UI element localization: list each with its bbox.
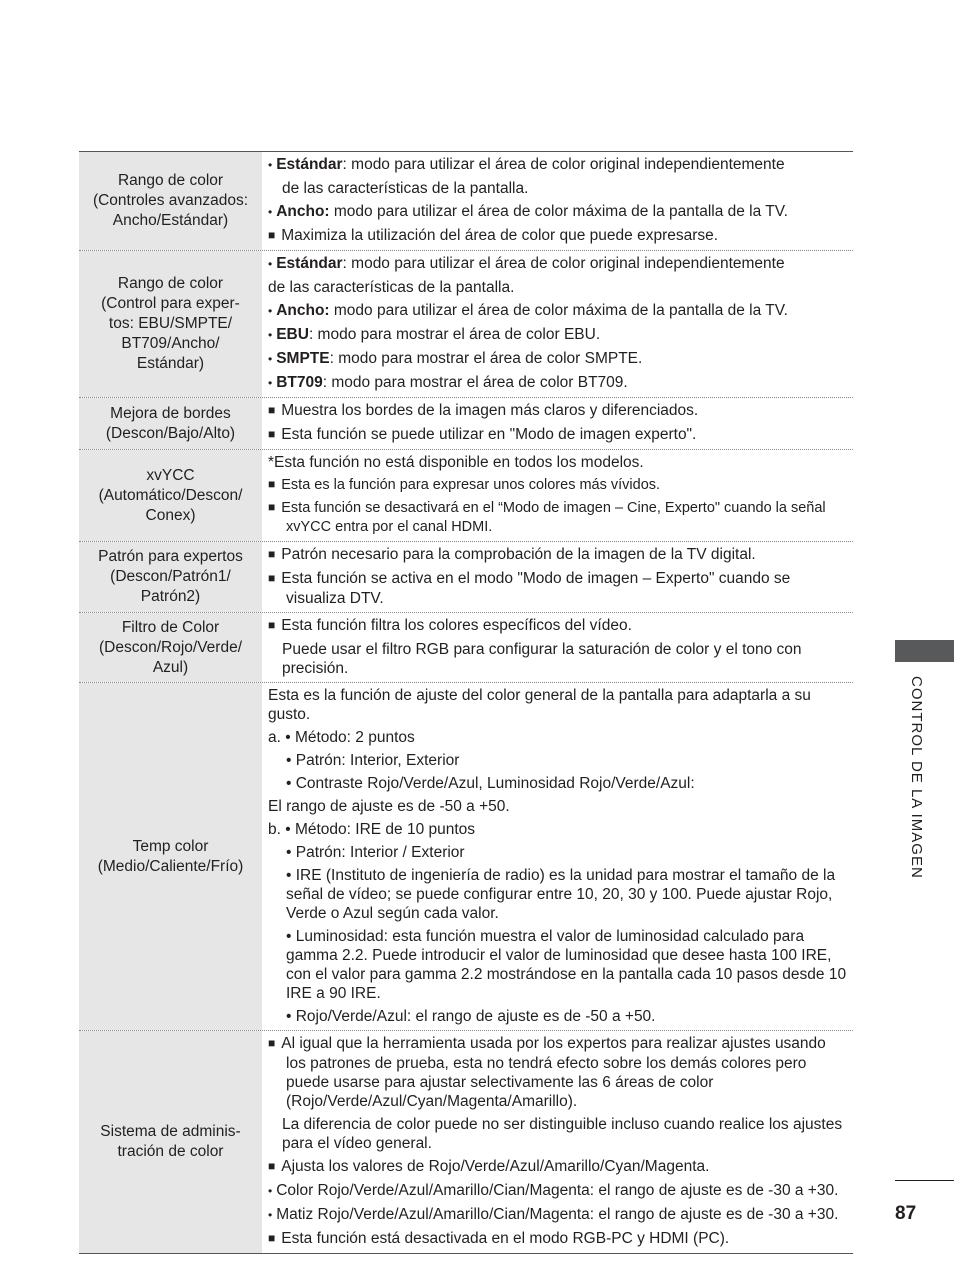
setting-name-line: Estándar)	[136, 355, 205, 372]
setting-name	[79, 398, 262, 449]
line-text: : modo para mostrar el área de color EBU.	[308, 326, 601, 343]
setting-name-line: (Controles avanzados:	[92, 192, 249, 209]
line-text: : modo para utilizar el área de color original independientemente	[342, 255, 785, 272]
line-text: • Patrón: Interior / Exterior	[286, 844, 465, 861]
setting-name-line: Azul)	[152, 658, 189, 676]
setting-description	[262, 398, 853, 449]
line-text: : modo para mostrar el área de color BT709.	[322, 374, 628, 391]
description-line	[268, 843, 849, 862]
bullet-item	[268, 569, 849, 608]
table-row	[79, 250, 853, 397]
setting-name-line: xvYCC	[146, 466, 195, 484]
description-line	[268, 453, 849, 472]
option-name: SMPTE	[276, 350, 330, 367]
description-line	[268, 797, 849, 816]
setting-name-line: (Automático/Descon/	[98, 486, 243, 504]
setting-description	[262, 542, 853, 612]
dot-item	[268, 301, 849, 321]
setting-name-line: Temp color	[132, 837, 209, 855]
page-number: 87	[895, 1203, 917, 1224]
option-name: Estándar	[276, 255, 343, 272]
bullet-item	[268, 226, 849, 246]
line-text: Esta función se puede utilizar en "Modo de imagen experto".	[281, 426, 697, 443]
setting-description	[262, 450, 853, 541]
line-text: • IRE (Instituto de ingeniería de radio) es la unidad para mostrar el tamaño de la señal de vídeo; se puede configurar entre 10, 20, 30 y 100. Puede ajustar Rojo, Verde o Azul según cada valor.	[286, 867, 836, 922]
setting-name	[79, 152, 262, 250]
table-row	[79, 612, 853, 682]
setting-name-line: Rango de color	[117, 275, 224, 292]
setting-name-line: tos: EBU/SMPTE/	[108, 315, 233, 332]
description-line	[268, 927, 849, 1003]
description-line	[268, 179, 849, 198]
bullet-item	[268, 1157, 849, 1177]
setting-name	[79, 613, 262, 682]
line-text: Esta función se activa en el modo "Modo de imagen – Experto" cuando se visualiza DTV.	[281, 570, 791, 607]
option-name: Ancho:	[276, 203, 330, 220]
line-text: : modo para mostrar el área de color SMPTE.	[329, 350, 643, 367]
table-row	[79, 449, 853, 541]
description-line	[268, 640, 849, 678]
line-text: La diferencia de color puede no ser distinguible incluso cuando realice los ajustes para el vídeo general.	[282, 1116, 843, 1152]
setting-name-line: (Descon/Patrón1/	[110, 568, 231, 585]
line-text: Esta es la función de ajuste del color general de la pantalla para adaptarla a su gusto.	[268, 687, 811, 723]
description-line	[268, 751, 849, 770]
bullet-item	[268, 499, 849, 537]
line-text: b. • Método: IRE de 10 puntos	[268, 821, 476, 838]
option-name: Estándar	[276, 156, 343, 173]
line-text: Matiz Rojo/Verde/Azul/Amarillo/Cian/Magenta: el rango de ajuste es de -30 a +30.	[276, 1206, 839, 1223]
setting-name-line: (Control para exper-	[101, 295, 240, 312]
option-name: EBU	[276, 326, 309, 343]
settings-table	[79, 151, 853, 1254]
option-name: Ancho:	[276, 302, 330, 319]
description-line	[268, 728, 849, 747]
dot-item	[268, 1205, 849, 1225]
line-text: Al igual que la herramienta usada por los expertos para realizar ajustes usando los patrones de prueba, esta no tendrá efecto sobre los demás colores pero puede usarse para ajustar selectivamente las 6 áreas de color (Rojo/Verde/Azul/Cyan/Magenta/Amarillo).	[281, 1035, 826, 1110]
setting-description	[262, 152, 853, 250]
setting-name-line: Patrón2)	[140, 588, 201, 605]
setting-name-line: Ancho/Estándar)	[112, 212, 229, 229]
setting-name	[79, 1031, 262, 1253]
line-text: de las características de la pantalla.	[268, 279, 515, 296]
line-text: *Esta función no está disponible en todos los modelos.	[268, 454, 644, 471]
description-line	[268, 278, 849, 297]
setting-description	[262, 251, 853, 397]
setting-name-line: (Medio/Caliente/Frío)	[97, 857, 244, 875]
setting-name	[79, 542, 262, 612]
line-text: Color Rojo/Verde/Azul/Amarillo/Cian/Magenta: el rango de ajuste es de -30 a +30.	[276, 1182, 839, 1199]
line-text: Esta función filtra los colores específicos del vídeo.	[281, 617, 632, 634]
setting-description	[262, 613, 853, 682]
description-line	[268, 866, 849, 923]
setting-description	[262, 1031, 853, 1253]
setting-name	[79, 683, 262, 1030]
setting-name-line: (Descon/Bajo/Alto)	[105, 424, 236, 442]
table-row	[79, 541, 853, 612]
setting-name-line: tración de color	[117, 1143, 224, 1160]
dot-item	[268, 155, 849, 175]
description-line	[268, 1007, 849, 1026]
line-text: • Luminosidad: esta función muestra el valor de luminosidad calculado para gamma 2.2. Puede introducir el valor de luminosidad que desee hasta 100 IRE, con el valor para gamma 2.2 mostrándose en la pantalla cada 10 pasos desde 10 IRE a 90 IRE.	[286, 928, 847, 1002]
line-text: El rango de ajuste es de -50 a +50.	[268, 798, 510, 815]
setting-name-line: Conex)	[145, 506, 196, 524]
line-text: Muestra los bordes de la imagen más claros y diferenciados.	[281, 402, 699, 419]
dot-item	[268, 1181, 849, 1201]
option-name: BT709	[276, 374, 323, 391]
description-line	[268, 686, 849, 724]
line-text: de las características de la pantalla.	[282, 180, 529, 197]
section-tab-label: CONTROL DE LA IMAGEN	[908, 676, 925, 879]
description-line	[268, 1115, 849, 1153]
dot-item	[268, 325, 849, 345]
setting-name	[79, 450, 262, 541]
table-row	[79, 682, 853, 1030]
setting-name-line: Filtro de Color	[121, 618, 220, 636]
bullet-item	[268, 1229, 849, 1249]
line-text: Esta función está desactivada en el modo RGB-PC y HDMI (PC).	[281, 1230, 730, 1247]
dot-item	[268, 254, 849, 274]
line-text: Esta es la función para expresar unos colores más vívidos.	[281, 477, 661, 493]
setting-name-line: Mejora de bordes	[110, 404, 231, 422]
setting-name-line: (Descon/Rojo/Verde/	[98, 638, 243, 656]
table-row	[79, 397, 853, 449]
line-text: • Contraste Rojo/Verde/Azul, Luminosidad Rojo/Verde/Azul:	[286, 775, 695, 792]
line-text: Ajusta los valores de Rojo/Verde/Azul/Amarillo/Cyan/Magenta.	[281, 1158, 710, 1175]
setting-description	[262, 683, 853, 1030]
line-text: Esta función se desactivará en el “Modo de imagen – Cine, Experto" cuando la señal xvYCC entra por el canal HDMI.	[281, 500, 826, 535]
line-text: : modo para utilizar el área de color original independientemente	[342, 156, 785, 173]
bullet-item	[268, 1034, 849, 1111]
section-tab-bar	[895, 640, 954, 662]
line-text: modo para utilizar el área de color máxima de la pantalla de la TV.	[329, 203, 788, 220]
bullet-item	[268, 425, 849, 445]
description-line	[268, 774, 849, 793]
table-row	[79, 152, 853, 250]
line-text: • Patrón: Interior, Exterior	[286, 752, 460, 769]
bullet-item	[268, 401, 849, 421]
setting-name	[79, 251, 262, 397]
setting-name-line: Rango de color	[117, 172, 224, 189]
setting-name-line: BT709/Ancho/	[121, 335, 220, 352]
bullet-item	[268, 616, 849, 636]
dot-item	[268, 202, 849, 222]
line-text: modo para utilizar el área de color máxima de la pantalla de la TV.	[329, 302, 788, 319]
line-text: Patrón necesario para la comprobación de la imagen de la TV digital.	[281, 546, 756, 563]
setting-name-line: Patrón para expertos	[98, 548, 243, 565]
table-row	[79, 1030, 853, 1253]
setting-name-line: Sistema de adminis-	[100, 1123, 241, 1140]
dot-item	[268, 373, 849, 393]
line-text: • Rojo/Verde/Azul: el rango de ajuste es de -50 a +50.	[286, 1008, 656, 1025]
bullet-item	[268, 476, 849, 495]
page-number-rule	[895, 1180, 954, 1181]
description-line	[268, 820, 849, 839]
dot-item	[268, 349, 849, 369]
bullet-item	[268, 545, 849, 565]
line-text: a. • Método: 2 puntos	[268, 729, 415, 746]
line-text: Puede usar el filtro RGB para configurar la saturación de color y el tono con precisión.	[282, 641, 802, 677]
line-text: Maximiza la utilización del área de color que puede expresarse.	[281, 227, 719, 244]
